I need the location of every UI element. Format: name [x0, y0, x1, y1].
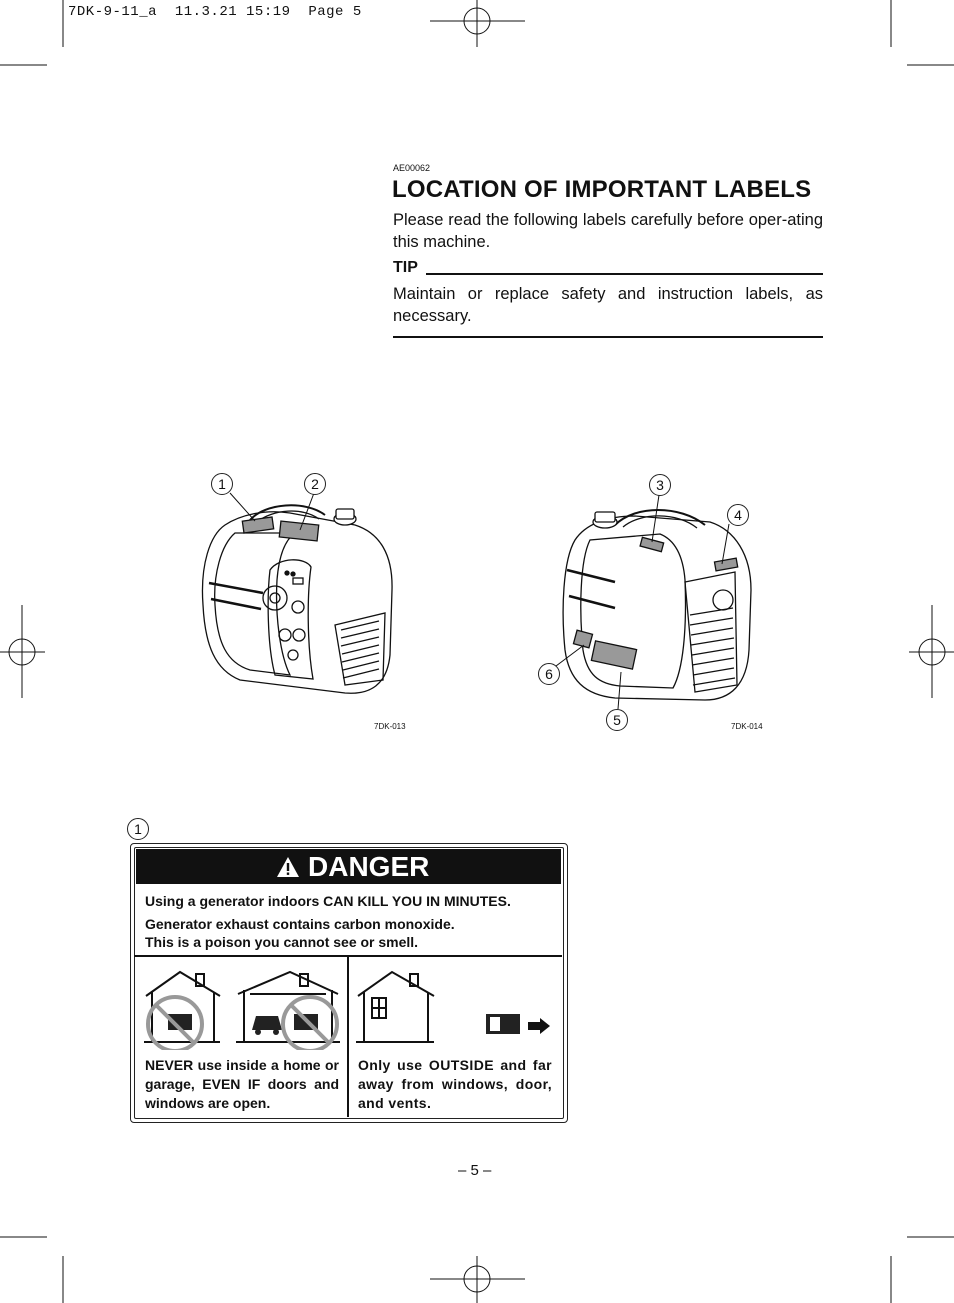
danger-label-column-divider	[347, 956, 349, 1117]
page-number: – 5 –	[458, 1162, 492, 1179]
callout-1: 1	[211, 473, 233, 495]
warning-triangle-icon	[276, 856, 300, 878]
outside-only-caption: Only use OUTSIDE and far away from windows, door, and vents.	[358, 1057, 552, 1111]
danger-line-2: Generator exhaust contains carbon monoxide.	[145, 916, 455, 932]
danger-heading-bar	[136, 849, 561, 884]
tip-text: Maintain or replace safety and instruction labels, as necessary.	[393, 285, 823, 325]
callout-2: 2	[304, 473, 326, 495]
never-indoors-caption: NEVER use inside a home or garage, EVEN IF doors and windows are open.	[145, 1057, 339, 1111]
page-title: LOCATION OF IMPORTANT LABELS	[392, 176, 812, 203]
danger-line-3: This is a poison you cannot see or smell.	[145, 934, 419, 950]
section-code: AE00062	[393, 163, 431, 173]
tip-label: TIP	[393, 259, 418, 276]
outdoor-use-pictogram	[354, 966, 558, 1050]
figure-code-right: 7DK-014	[731, 722, 763, 731]
callout-5: 5	[606, 709, 628, 731]
figure-code-left: 7DK-013	[374, 722, 406, 731]
callout-4: 4	[727, 504, 749, 526]
danger-line-1: Using a generator indoors CAN KILL YOU IN MINUTES.	[145, 893, 511, 909]
callout-6: 6	[538, 663, 560, 685]
intro-paragraph: Please read the following labels carefully before oper-ating this machine.	[393, 211, 823, 251]
danger-heading: DANGER	[308, 851, 430, 882]
callout-3: 3	[649, 474, 671, 496]
print-header: 7DK-9-11_a 11.3.21 15:19 Page 5	[68, 4, 362, 20]
indoor-prohibited-pictogram	[140, 966, 346, 1050]
danger-label-callout: 1	[127, 818, 149, 840]
